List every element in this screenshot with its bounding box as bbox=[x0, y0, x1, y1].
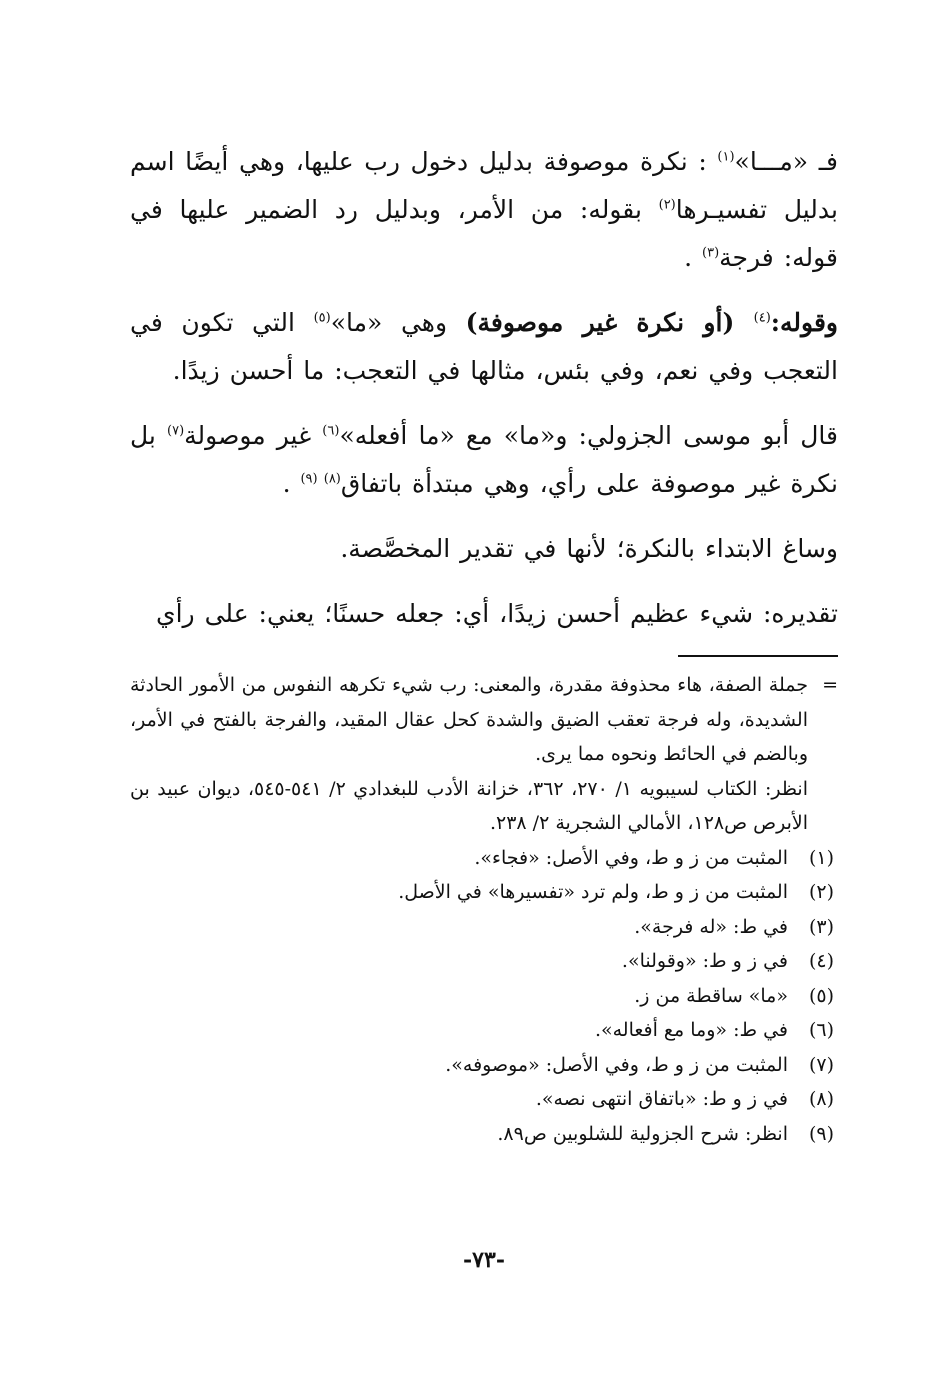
footnote-item bbox=[130, 910, 838, 945]
footnote-ref: (٧) bbox=[167, 423, 185, 439]
footnote-item bbox=[130, 1048, 838, 1083]
footnote-text: المثبت من ز و ط، وفي الأصل: «موصوفه». bbox=[445, 1053, 788, 1076]
footnote-list bbox=[130, 841, 838, 1152]
footnote-continuation bbox=[130, 668, 838, 772]
book-page bbox=[130, 0, 838, 1375]
footnotes bbox=[130, 668, 838, 1151]
footnote-item bbox=[130, 944, 838, 979]
footnote-ref: (٨) (٩) bbox=[300, 471, 341, 487]
paragraph-1 bbox=[130, 138, 838, 282]
footnote-ref: (٢) bbox=[658, 197, 676, 213]
text-run: . bbox=[684, 243, 702, 272]
text-run: : نكرة موصوفة بدليل دخول رب عليها، وهي أيضًا اسم بدليل تفسيـرها bbox=[130, 147, 838, 224]
footnote-number: (٩) bbox=[808, 1122, 834, 1145]
sources-text: انظر: الكتاب لسيبويه ١/ ٢٧٠، ٣٦٢، خزانة الأدب للبغدادي ٢/ ٥٤١-٥٤٥، ديوان عبيد بن الأبرص ص١٢٨، الأمالي الشجرية ٢/ ٢٣٨. bbox=[130, 777, 808, 834]
text-run: غير موصولة bbox=[184, 421, 323, 450]
footnote-number: (٦) bbox=[808, 1019, 834, 1041]
footnote-item bbox=[130, 875, 838, 910]
footnote-text: في ز و ط: «باتفاق انتهى نصه». bbox=[535, 1088, 788, 1110]
text-run: بل نكرة غير موصوفة على رأي، وهي مبتدأة باتفاق bbox=[130, 421, 838, 498]
footnote-number: (١) bbox=[808, 846, 834, 869]
footnote-ref: (٣) bbox=[702, 245, 720, 261]
text-run: التي تكون في التعجب وفي نعم، وفي بئس، مثالها في التعجب: ما أحسن زيدًا. bbox=[130, 308, 838, 385]
footnote-text: في ز و ط: «وقولنا». bbox=[621, 950, 788, 972]
quoted-text-bold: (أو نكرة غير موصوفة) bbox=[465, 308, 754, 337]
footnote-text: انظر: شرح الجزولية للشلوبين ص٨٩. bbox=[497, 1122, 788, 1145]
footnote-sources bbox=[130, 772, 838, 841]
footnote-text: المثبت من ز و ط، ولم ترد «تفسيرها» في الأصل. bbox=[398, 881, 788, 903]
footnote-ref: (٥) bbox=[313, 310, 331, 326]
footnote-item bbox=[130, 979, 838, 1014]
footnote-number: (٢) bbox=[808, 881, 834, 903]
footnote-item bbox=[130, 1082, 838, 1117]
text-run: بقوله: من الأمر، وبدليل رد الضمير عليها في قوله: فرجة bbox=[130, 195, 838, 272]
footnote-number: (٧) bbox=[808, 1053, 834, 1076]
text-run: قال أبو موسى الجزولي: و«ما» مع «ما أفعله» bbox=[339, 421, 838, 450]
continuation-text: جملة الصفة، هاء محذوفة مقدرة، والمعنى: رب شيء تكرهه النفوس من الأمور الحادثة الشديدة، وله فرجة تعقب الضيق والشدة كحل عقال المقيد، والفرجة بالفتح في الأمر، وبالضم في الحائط ونحوه مما يرى. bbox=[130, 674, 808, 765]
footnote-text: «ما» ساقطة من ز. bbox=[634, 984, 788, 1007]
page-number: -٧٣- bbox=[463, 1247, 505, 1273]
paragraph-4: وساغ الابتداء بالنكرة؛ لأنها في تقدير المخصَّصة. bbox=[340, 534, 838, 563]
footnote-item bbox=[130, 1013, 838, 1048]
continuation-mark: = bbox=[822, 674, 838, 696]
text-run: . bbox=[282, 469, 301, 498]
footnote-number: (٣) bbox=[808, 915, 834, 938]
text-run: وهي «ما» bbox=[330, 308, 466, 337]
footnote-item bbox=[130, 841, 838, 876]
footnote-text: في ط: «له فرجة». bbox=[634, 915, 788, 938]
footnote-number: (٨) bbox=[808, 1088, 834, 1110]
footnote-ref: (٦) bbox=[322, 423, 340, 439]
footnote-item bbox=[130, 1117, 838, 1152]
footnote-text: المثبت من ز و ط، وفي الأصل: «فجاء». bbox=[474, 846, 788, 869]
paragraph-5: تقديره: شيء عظيم أحسن زيدًا، أي: جعله حسنًا؛ يعني: على رأي bbox=[156, 599, 838, 628]
paragraph-2 bbox=[130, 299, 838, 395]
text-run-bold: وقوله: bbox=[770, 308, 838, 337]
footnote-text: في ط: «وما مع أفعاله». bbox=[594, 1019, 788, 1041]
footnote-separator bbox=[678, 655, 838, 657]
footnote-ref: (١) bbox=[717, 149, 735, 165]
paragraph-3 bbox=[130, 412, 838, 508]
footnote-number: (٤) bbox=[808, 950, 834, 972]
main-text bbox=[130, 138, 838, 655]
footnote-number: (٥) bbox=[808, 984, 834, 1007]
footnote-ref: (٤) bbox=[753, 310, 771, 326]
text-run: فـ «مـــا» bbox=[734, 147, 839, 176]
